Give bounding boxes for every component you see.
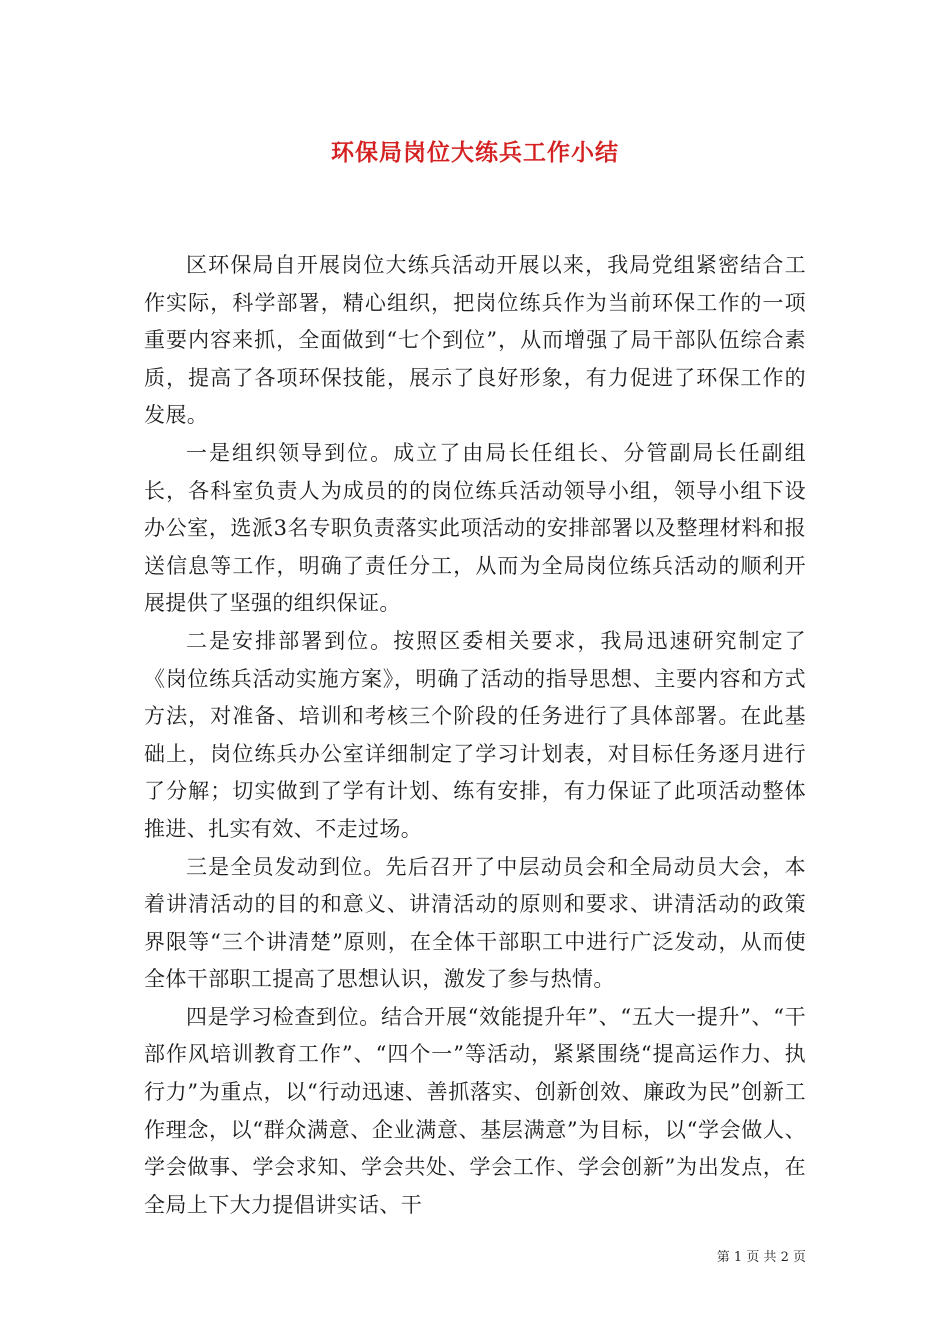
paragraph-organization: 一是组织领导到位。成立了由局长任组长、分管副局长任副组长，各科室负责人为成员的的岗位练兵活动领导小组，领导小组下设办公室，选派3名专职负责落实此项活动的安排部署以及整理材料和报送信息等工作，明确了责任分工，从而为全局岗位练兵活动的顺利开展提供了坚强的组织保证。 xyxy=(144,440,806,616)
page-footer: 第 1 页 共 2 页 xyxy=(716,1250,806,1265)
document-title: 环保局岗位大练兵工作小结 xyxy=(331,140,619,166)
paragraph-deployment: 二是安排部署到位。按照区委相关要求，我局迅速研究制定了《岗位练兵活动实施方案》，明确了活动的指导思想、主要内容和方式方法，对准备、培训和考核三个阶段的任务进行了具体部署。在此基础上，岗位练兵办公室详细制定了学习计划表，对目标任务逐月进行了分解；切实做到了学有计划、练有安排，有力保证了此项活动整体推进、扎实有效、不走过场。 xyxy=(144,628,806,841)
paragraph-mobilization: 三是全员发动到位。先后召开了中层动员会和全局动员大会，本着讲清活动的目的和意义、讲清活动的原则和要求、讲清活动的政策界限等“三个讲清楚”原则，在全体干部职工中进行广泛发动，从而使全体干部职工提高了思想认识，激发了参与热情。 xyxy=(144,854,806,992)
paragraph-study-inspection: 四是学习检查到位。结合开展“效能提升年”、“五大一提升”、“干部作风培训教育工作”、“四个一”等活动，紧紧围绕“提高运作力、执行力”为重点，以“行动迅速、善抓落实、创新创效、廉政为民”创新工作理念，以“群众满意、企业满意、基层满意”为目标，以“学会做人、学会做事、学会求知、学会共处、学会工作、学会创新”为出发点，在全局上下大力提倡讲实话、干 xyxy=(144,1004,806,1217)
paragraph-intro: 区环保局自开展岗位大练兵活动开展以来，我局党组紧密结合工作实际，科学部署，精心组织，把岗位练兵作为当前环保工作的一项重要内容来抓，全面做到“七个到位”，从而增强了局干部队伍综合素质，提高了各项环保技能，展示了良好形象，有力促进了环保工作的发展。 xyxy=(144,253,806,428)
document-body xyxy=(144,247,806,1224)
